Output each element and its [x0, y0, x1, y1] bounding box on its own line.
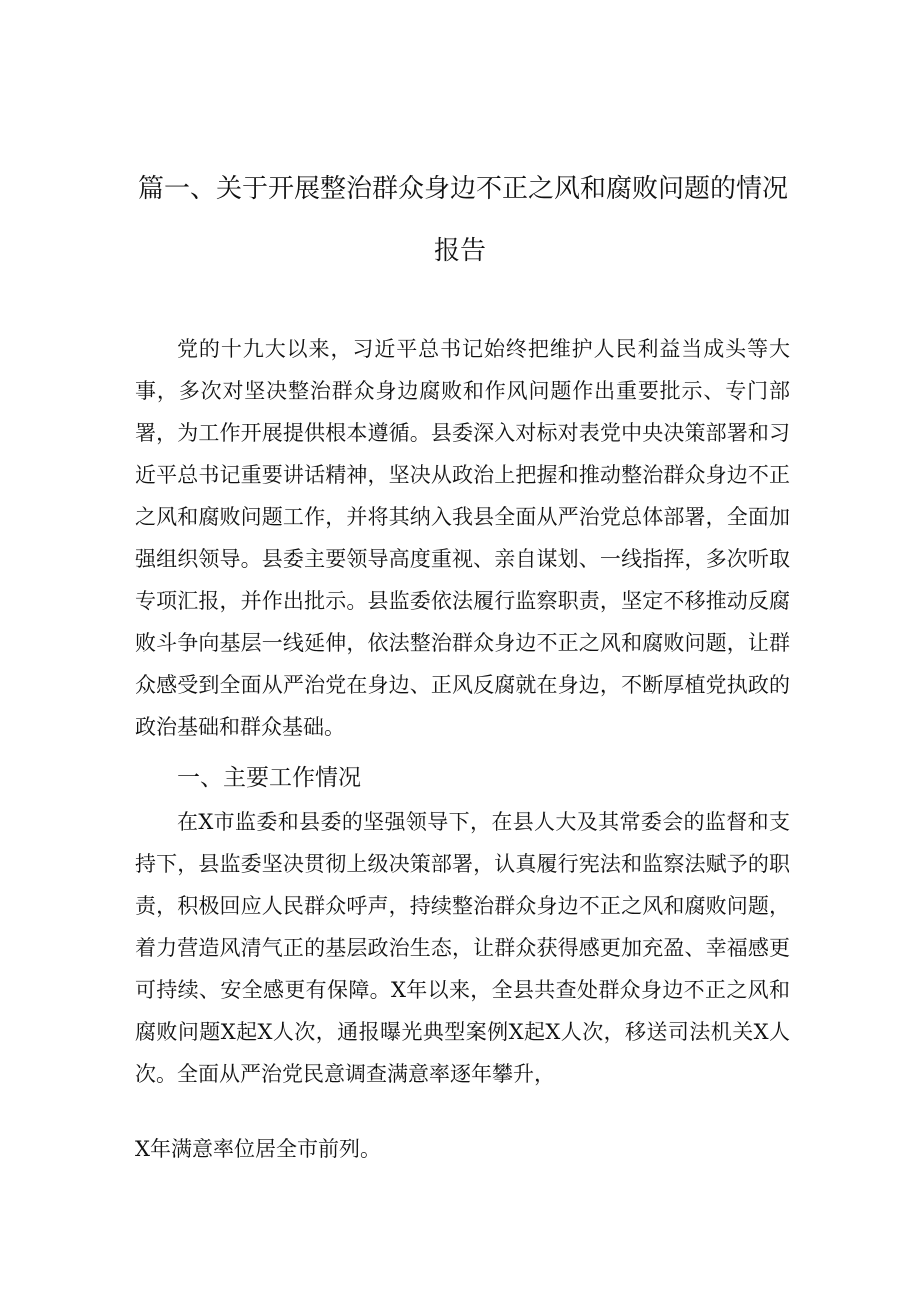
section-heading-main-work: 一、主要工作情况 — [177, 765, 361, 791]
intro-paragraph: 党的十九大以来，习近平总书记始终把维护人民利益当成头等大事，多次对坚决整治群众身边腐败和作风问题作出重要批示、专门部署，为工作开展提供根本遵循。县委深入对标对表党中央决策部署和习近平总书记重要讲话精神，坚决从政治上把握和推动整治群众身边不正之风和腐败问题工作，并将其纳入我县全面从严治党总体部署，全面加强组织领导。县委主要领导高度重视、亲自谋划、一线指挥，多次听取专项汇报，并作出批示。县监委依法履行监察职责，坚定不移推动反腐败斗争向基层一线延伸，依法整治群众身边不正之风和腐败问题，让群众感受到全面从严治党在身边、正风反腐就在身边，不断厚植党执政的政治基础和群众基础。 — [135, 337, 790, 739]
satisfaction-paragraph: X年满意率位居全市前列。 — [135, 1137, 381, 1161]
document-title-line-1: 篇一、关于开展整治群众身边不正之风和腐败问题的情况 — [138, 174, 789, 204]
document-title-line-2: 报告 — [433, 236, 486, 266]
work-situation-paragraph: 在X市监委和县委的坚强领导下，在县人大及其常委会的监督和支持下，县监委坚决贯彻上级决策部署，认真履行宪法和监察法赋予的职责，积极回应人民群众呼声，持续整治群众身边不正之风和腐败问题，着力营造风清气正的基层政治生态，让群众获得感更加充盈、幸福感更可持续、安全感更有保障。X年以来，全县共查处群众身边不正之风和腐败问题X起X人次，通报曝光典型案例X起X人次，移送司法机关X人次。全面从严治党民意调查满意率逐年攀升， — [135, 810, 790, 1086]
